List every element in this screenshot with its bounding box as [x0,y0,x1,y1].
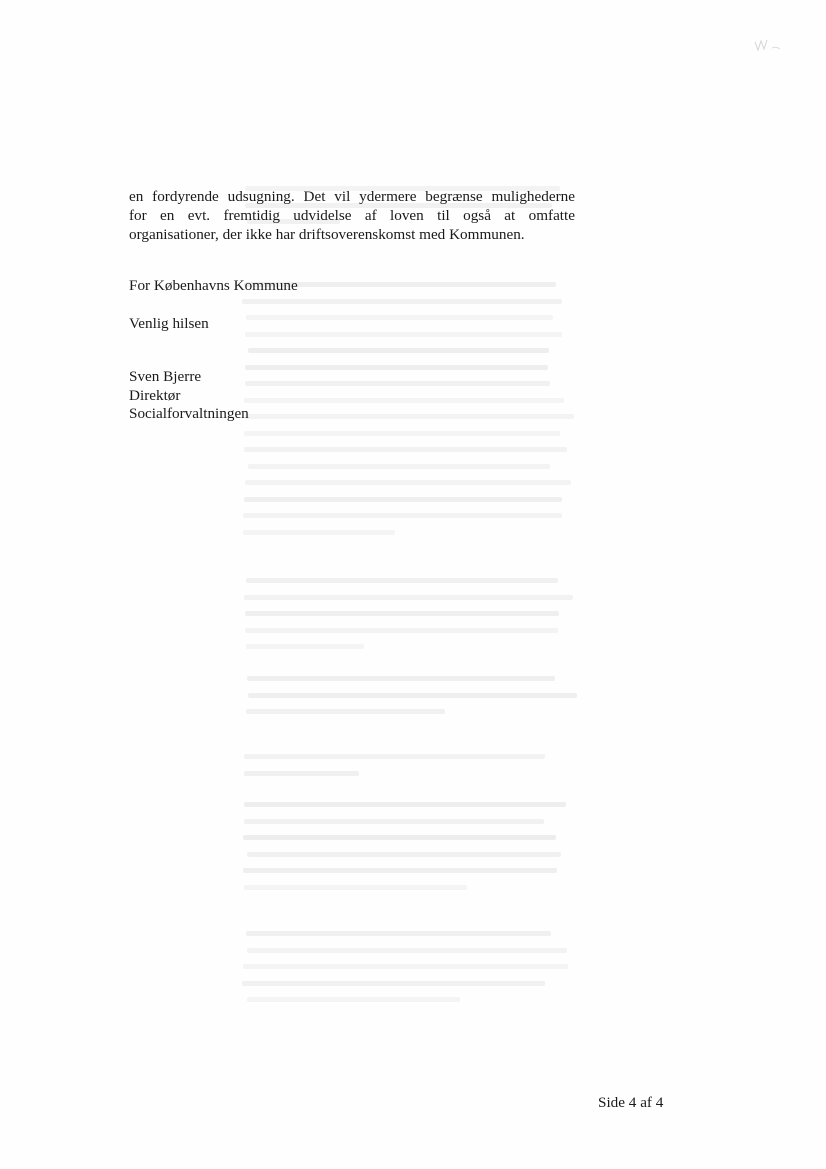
sender-line: For Københavns Kommune [129,277,298,294]
bleed-line [243,513,563,518]
bleed-line [247,852,561,857]
bleed-line [244,802,566,807]
bleed-line [245,365,549,370]
signatory-department: Socialforvaltningen [129,405,249,422]
handwritten-mark [752,34,786,54]
bleed-line [245,480,572,485]
bleed-line [246,315,553,320]
bleed-line [247,997,460,1002]
bleed-line [244,771,358,776]
signatory-title: Direktør [129,386,181,404]
paragraph-line: en fordyrende udsugning. Det vil ydermere begrænse mulighederne [129,188,575,205]
bleed-line [243,964,568,969]
bleed-line [245,381,551,386]
bleed-line [243,868,557,873]
bleed-line [244,398,564,403]
bleed-line [244,754,545,759]
bleed-line [243,835,556,840]
bleed-line [247,676,555,681]
signatory-name: Sven Bjerre [129,368,202,385]
bleed-line [242,981,544,986]
signature-block [129,368,249,424]
bleed-line [246,931,551,936]
bleed-line [244,595,573,600]
bleed-line [245,414,575,419]
bleed-line [248,348,550,353]
bleed-line [248,693,577,698]
bleed-line [246,709,446,714]
bleed-line [245,628,559,633]
closing-paragraph [129,187,575,244]
bleed-line [247,948,567,953]
bleed-through-text [242,186,572,1086]
bleed-line [244,885,467,890]
paragraph-line: organisationer, der ikke har driftsoverenskomst med Kommunen. [129,226,525,243]
bleed-line [244,447,567,452]
bleed-line [244,819,544,824]
bleed-line [243,530,395,535]
paragraph-line: for en evt. fremtidig udvidelse af loven til også at omfatte [129,207,575,224]
bleed-line [244,431,560,436]
bleed-line [246,578,558,583]
bleed-line [248,464,550,469]
bleed-line [246,644,364,649]
page-number: Side 4 af 4 [598,1094,664,1111]
bleed-line [245,611,560,616]
bleed-line [244,497,562,502]
bleed-line [242,299,562,304]
greeting: Venlig hilsen [129,315,209,332]
bleed-line [245,332,562,337]
